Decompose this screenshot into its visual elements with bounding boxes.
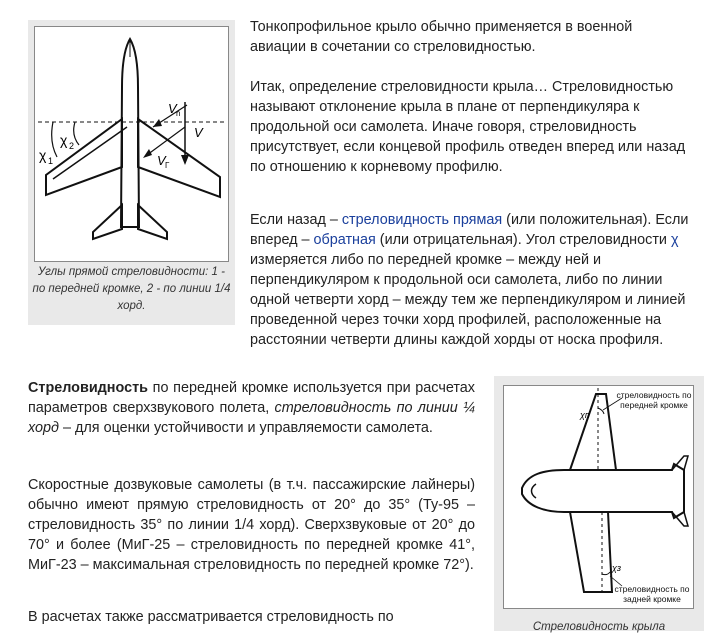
v-label: V: [194, 125, 203, 140]
figure-wing-sweep-image: [503, 385, 694, 609]
figure-sweep-angles-image: [34, 26, 229, 262]
figure-wing-sweep-caption: Стреловидность крыла: [532, 621, 666, 633]
p4-text-1: по передней кромке используется при расчетах параметров сверхзвукового полета,: [28, 380, 475, 416]
calc-sweep-paragraph: В расчетах также рассматривается стреловидность по: [28, 609, 394, 625]
vn-label: V: [168, 101, 177, 116]
chi-rear-label: χз: [612, 563, 622, 573]
figure-sweep-angles-caption: Углы прямой стреловидности: 1 - по передней кромке, 2 - по линии 1/4 хорд.: [32, 266, 231, 312]
airplane-sweep-diagram: [35, 27, 228, 261]
figure-wing-sweep: [494, 376, 704, 631]
term-sweep: Стреловидность: [28, 380, 148, 396]
label-leading-edge-sweep: стреловидность по передней кромке: [616, 390, 692, 410]
term-quarter-chord-sweep: стреловидность по линии ¼ хорд: [28, 400, 476, 436]
p3-text-3: (или отрицательная). Угол стреловидности: [375, 232, 671, 248]
intro-paragraph: Тонкопрофильное крыло обычно применяется в военной авиации в сочетании со стреловидностью.: [250, 19, 633, 55]
vn-sub: n: [176, 109, 181, 118]
vg-label: V: [157, 153, 166, 168]
figure-sweep-angles: [28, 20, 235, 325]
chi-front-label: χп: [580, 410, 590, 420]
chi1-label: χ: [39, 147, 47, 163]
chi2-label: χ: [60, 132, 68, 148]
definition-paragraph: Итак, определение стреловидности крыла… Стреловидностью называют отклонение крыла в плане от перпендикуляра к продольной оси самолета. Иначе говоря, стреловидность присутствует, если концевой профиль отведен вперед или назад по отношению к корневому профилю.: [250, 79, 686, 175]
p4-text-2: – для оценки устойчивости и управляемости самолета.: [59, 420, 433, 436]
p3-text-2: (или положительная). Если вперед –: [250, 212, 689, 248]
wing-sweep-diagram: [504, 386, 693, 608]
chi1-sub: 1: [48, 156, 54, 166]
p3-text-1: Если назад –: [250, 212, 342, 228]
link-negative-sweep[interactable]: обратная: [313, 232, 376, 248]
p3-text-4: измеряется либо по передней кромке – между ней и перпендикуляром к продольной оси самолета, либо по линии одной четверти хорд – между тем же перпендикуляром и линией проведенной через точки хорд профилей, расположенные на расстоянии четверти длины каждой хорды от носка профиля.: [250, 252, 686, 348]
sweep-values-paragraph: Скоростные дозвуковые самолеты (в т.ч. пассажирские лайнеры) обычно имеют прямую стреловидность от 20° до 35° (Ту-95 – стреловидность 35° по линии 1/4 хорд). Сверхзвуковые от 20° до 70° и более (МиГ-25 – стреловидность по передней кромке 41°, МиГ-23 – максимальная стреловидность по передней кромке 72°).: [28, 477, 475, 573]
sweep-usage-paragraph: [28, 378, 475, 438]
vg-sub: Г: [165, 161, 170, 170]
link-positive-sweep[interactable]: стреловидность прямая: [341, 212, 503, 228]
label-trailing-edge-sweep: стреловидность по задней кромке: [614, 584, 690, 604]
chi2-sub: 2: [69, 141, 75, 151]
link-chi-symbol[interactable]: χ: [670, 232, 679, 248]
sweep-direction-paragraph: [250, 210, 695, 350]
